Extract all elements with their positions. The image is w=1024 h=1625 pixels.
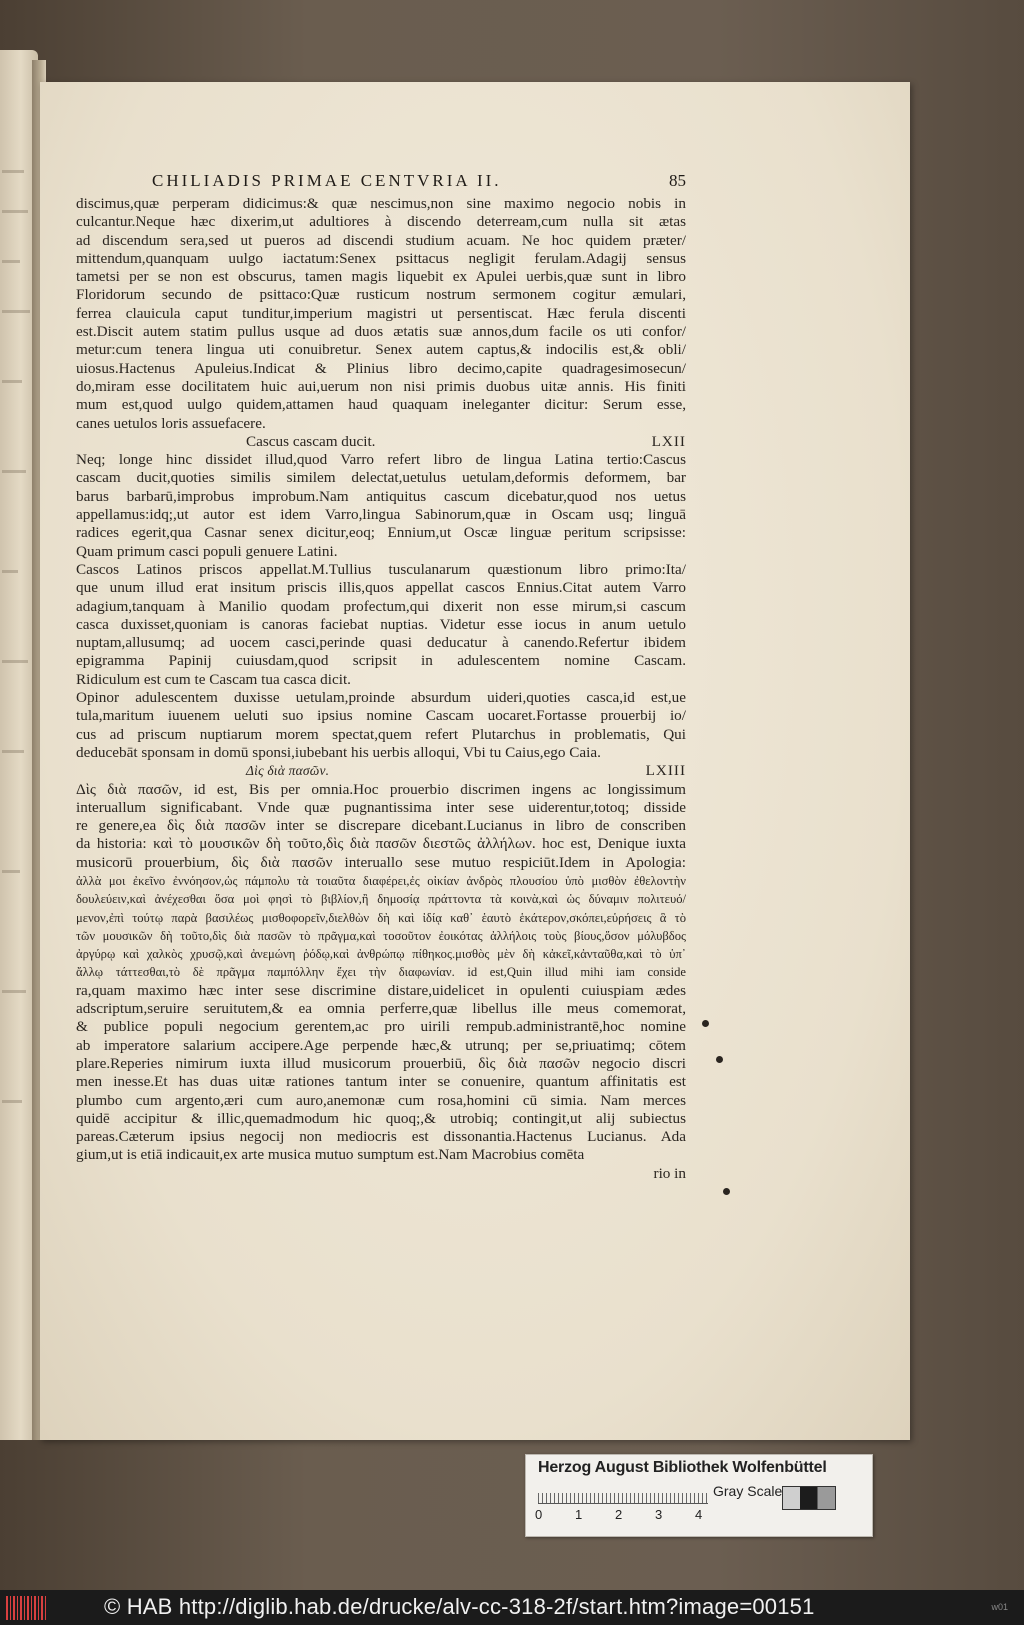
ruler-number: 4	[695, 1507, 703, 1522]
text-line: ferrea clauicula caput tunditur,imperium magistri ut persentiscat. Hæc ferula discenti	[76, 304, 686, 322]
paragraph-adage-61-end	[76, 195, 686, 433]
text-line: deducebāt sponsam in domū sponsi,iubebant his uerbis alloqui, Vbi tu Caius,ego Caia.	[76, 743, 601, 761]
text-line: ἄλλῳ τάττεσθαι,τὸ δὲ πρᾶγμα παμπόλλην ἔχει τὴν διαφωνίαν. id est,Quin illud mihi iam conside	[76, 965, 686, 980]
adage-number: LXII	[651, 432, 686, 450]
adage-title: Δὶς διὰ πασῶν.	[246, 763, 330, 779]
page-text	[76, 172, 686, 1185]
adage-number: LXIII	[645, 762, 686, 780]
text-line: casca duxisset,quoniam is canoras faciebat nuptias. Videtur esse iocus in anum uetulo	[76, 615, 686, 633]
text-line: pareas.Cæterum ipsius negocij non mediocris est dissonantia.Hactenus Lucianus. Ada	[76, 1128, 686, 1146]
adage-heading-62	[76, 433, 686, 451]
text-line: nuptam,allusumq; ad uocem casci,perinde quasi deducatur à canendo.Refertur ibidem	[76, 634, 686, 652]
scale-ruler	[538, 1483, 708, 1504]
text-line: δουλεύειν,καὶ ἀνέχεσθαι ὅσα μοὶ φησὶ τὸ βιβλίον,ἢ δημοσίᾳ πράττοντα τὰ κοινὰ,καὶ ὡς δύναμιν πολιτευό/	[76, 892, 686, 907]
text-line: que unum illud erat insitum priscis illis,quos appellat cascos Ennius.Citat autem Varro	[76, 579, 686, 597]
text-line: gium,ut is etiā indicauit,ex arte musica mutuo sumptum est.Nam Macrobius comēta	[76, 1146, 585, 1164]
text-line: Neq; longe hinc dissidet illud,quod Varro refert libro de lingua Latina tertio:Cascus	[76, 451, 686, 469]
text-line: plare.Reperies nimirum iuxta illud musicorum prouerbiū, δὶς διὰ πασῶν negocio discri	[76, 1054, 686, 1072]
gray-scale-label: Gray Scale	[713, 1483, 783, 1499]
text-line: da historia: καὶ τὸ μουσικῶν δὴ τοῦτο,δὶς διὰ πασῶν διεστῶς ἀλλήλων. hoc est, Denique iuxta	[76, 835, 686, 853]
text-line: musicorū prouerbium, δὶς διὰ πασῶν interuallo sese mutuo respiciūt.Idem in Apologia:	[76, 853, 686, 871]
ruler-number: 1	[575, 1507, 583, 1522]
text-line: radices egerit,qua Casnar senex dicitur,eoq; Ennium,ut Oscæ linguæ peritum scripsisse:	[76, 524, 686, 542]
text-line: men inesse.Et has duas uitæ rationes tantum inter se conuenire, quantum affinitatis est	[76, 1073, 686, 1091]
text-line: culcantur.Neque hæc dixerim,ut adultiores à discendo deterream,cum nulla sit ætas	[76, 213, 686, 231]
text-line: adagium,tanquam à Manilio quodam profectum,qui dixerit non esse mirum,si cascum	[76, 597, 686, 615]
ruler-number: 3	[655, 1507, 663, 1522]
barcode-icon	[6, 1596, 46, 1620]
text-line: Δὶς διὰ πασῶν, id est, Bis per omnia.Hoc prouerbio discrimen ingens ac longissimum	[76, 780, 686, 798]
ink-spot	[723, 1188, 730, 1195]
ruler-number: 0	[535, 1507, 543, 1522]
text-line: ra,quam maximo hæc inter sese discrimine distare,uidelicet in opulenti cuiuspiam ædes	[76, 981, 686, 999]
text-line: plumbo cum argento,æri cum auro,anemonæ cum rosa,homini cū simia. Nam merces	[76, 1091, 686, 1109]
adage-title: Cascus cascam ducit.	[246, 432, 376, 450]
text-line: Opinor adulescentem duxisse uetulam,proinde absurdum uideri,quoties casca,id est,ue	[76, 689, 686, 707]
text-line: cascam ducit,quoties similis similem delectat,uetulus uetulam,deformis deformem, bar	[76, 469, 686, 487]
text-line: Cascos Latinos priscos appellat.M.Tullius tusculanarum quæstionum libro primo:Ita/	[76, 560, 686, 578]
text-line: do,miram esse docilitatem huic aui,uerum non nisi primis duobus uitæ annis. His finiti	[76, 377, 686, 395]
text-line: tula,maritum iuuenem ueluti suo ipsius nomine Cascam uocaret.Fortasse prouerbij io/	[76, 707, 686, 725]
text-line: discimus,quæ perperam didicimus:& quæ nescimus,non sine maximo negocio nobis in	[76, 195, 686, 212]
ink-spot	[716, 1056, 723, 1063]
text-line: Ridiculum est cum te Cascam tua casca dicit.	[76, 670, 351, 688]
adage-heading-63	[76, 762, 686, 780]
text-line: mum est,quod uulgo quidem,attamen haud quaquam ineleganter dicitur: Serum esse,	[76, 396, 686, 414]
footer-code: w01	[991, 1602, 1008, 1612]
text-line: τῶν μουσικῶν δὴ τοῦτο,δὶς διὰ πασῶν τὸ πρᾶγμα,καὶ τοσοῦτον ἐοικότας ἀλλήλοις τοὺς βίους,ὅσον μόλυβδος	[76, 928, 686, 943]
running-head	[76, 172, 686, 194]
text-line: adscriptum,seruire seruitutem,& ea omnia perferre,quæ libellus ille meus comemorat,	[76, 1000, 686, 1018]
text-line: interuallum significabant. Vnde quæ pugnantissima inter sese uiderentur,totoq; disside	[76, 798, 686, 816]
text-line: appellamus:idq;,ut autor est idem Varro,lingua Sabinorum,quæ in Oscam usq; linguā	[76, 506, 686, 524]
text-line: μενον,ἐπὶ τούτῳ παρὰ βασιλέως μισθοφορεῖν,διελθὼν δὴ καὶ ἰδίᾳ καθ᾽ ἑαυτὸ ἑκάτερον,σκόπει,εὑρήσεις ἃ τὸ	[76, 910, 686, 925]
folio-number: 85	[669, 171, 686, 190]
footer-bar	[0, 1590, 1024, 1625]
running-head-title: CHILIADIS PRIMAE CENTVRIA II.	[152, 171, 502, 190]
text-line: est.Discit autem statim pullus usque ad duos ætatis suæ annos,dum facile os uti confor/	[76, 323, 686, 341]
text-line: cus ad priscum nuptiarum morem spectat,quem refert Plutarchus in problematis, Qui	[76, 725, 686, 743]
text-line: ad discendum sera,sed ut pueros ad discendi studium acuam. Ne hoc quidem præter/	[76, 231, 686, 249]
text-line: ab imperatore salarium accipere.Age perpende hæc,& utrunq; per se,priuatimq; cōtem	[76, 1036, 686, 1054]
library-name: Herzog August Bibliothek Wolfenbüttel	[538, 1459, 827, 1476]
text-line: re genere,ea δὶς διὰ πασῶν inter se discrepare dicebant.Lucianus in libro de conscriben	[76, 817, 686, 835]
text-line: epigramma Papinij cuiusdam,quod scripsit in adulescentem nomine Cascam.	[76, 652, 686, 670]
text-line: & publice populi negocium gerentem,ac pro uirili rempub.administrantē,hoc nomine	[76, 1018, 686, 1036]
text-line: metur:cum tenera lingua uti conuibretur. Senex autem captus,& indocilis est,& obli/	[76, 341, 686, 359]
text-line: ἀλλὰ μοι ἐκεῖνο ἐννόησον,ὡς πάμπολυ τὰ τοιαῦτα διαφέρει,ἐς οἰκίαν ἀνδρὸς πλουσίου ὑπὸ μισθὸν ἐθελοντὴν	[76, 873, 686, 888]
text-line: quidē accipitur & illic,quemadmodum hic quoq;,& utrobiq; contingit,ut alij subiectus	[76, 1109, 686, 1127]
ink-spot	[702, 1020, 709, 1027]
ruler-number: 2	[615, 1507, 623, 1522]
text-line: tametsi per se non est obscurus, tamen magis liquebit ex Apulei uerbis,quæ sunt in libro	[76, 268, 686, 286]
text-line: Quam primum casci populi genuere Latini.	[76, 542, 338, 560]
catchword: rio in	[653, 1164, 686, 1182]
color-calibration-bar	[525, 1454, 873, 1537]
text-line: mittendum,quanquam uulgo iactatum:Senex psittacus negligit ferulam.Adagij sensus	[76, 249, 686, 267]
source-url[interactable]: © HAB http://diglib.hab.de/drucke/alv-cc-318-2f/start.htm?image=00151	[104, 1594, 815, 1619]
book-page	[40, 82, 910, 1440]
text-line: uiosus.Hactenus Apuleius.Indicat & Plinius libro decimo,capite quadragesimosecun/	[76, 359, 686, 377]
paragraph-adage-63	[76, 781, 686, 1165]
text-line: ἀργύρῳ καὶ χαλκὸς χρυσῷ,καὶ ἀνεμώνη ῥόδῳ,καὶ ἀνθρώπῳ πίθηκος.μισθὸς μὲν δὴ κἀκεῖ,κἀνταῦθα,καὶ τὸ ὑπ᾽	[76, 947, 686, 962]
paragraph-adage-62	[76, 451, 686, 762]
text-line: Floridorum secundo de psittaco:Quæ rusticum nostrum sermonem cogitur æmulari,	[76, 286, 686, 304]
text-line: canes uetulos loris assuefacere.	[76, 414, 266, 432]
gray-scale-swatch	[782, 1486, 836, 1510]
text-line: barus barbarū,improbus improbum.Nam antiquitus cascum dicebatur,quod nos uetus	[76, 487, 686, 505]
